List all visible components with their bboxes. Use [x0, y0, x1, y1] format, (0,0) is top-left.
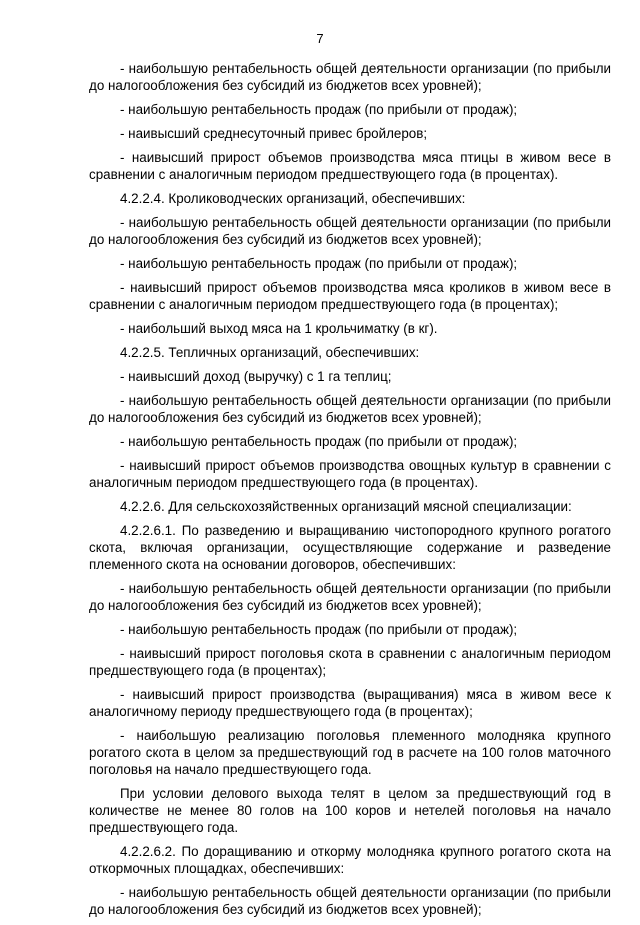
paragraph-bullet-rabbit-yield: - наибольший выход мяса на 1 крольчиматку (в кг). — [120, 321, 438, 336]
paragraph-bullet-profitability: - наибольшую рентабельность общей деятельности организации (по прибыли до налогообложения без субсидий из бюджетов всех уровней); — [89, 215, 611, 247]
section-heading-4-2-2-6-2: 4.2.2.6.2. По доращиванию и откорму молодняка крупного рогатого скота на откормочных площадках, обеспечивших: — [89, 844, 611, 876]
paragraph-bullet-vegetable-growth: - наивысший прирост объемов производства овощных культур в сравнении с аналогичным периодом предшествующего года (в процентах). — [89, 458, 611, 490]
paragraph-bullet-profitability: - наибольшую рентабельность общей деятельности организации (по прибыли до налогообложения без субсидий из бюджетов всех уровней); — [89, 581, 611, 613]
paragraph-bullet-meat-production-growth: - наивысший прирост производства (выращивания) мяса в живом весе к аналогичному периоду предшествующего года (в процентах); — [89, 687, 611, 719]
paragraph-bullet-sales-profitability: - наибольшую рентабельность продаж (по прибыли от продаж); — [120, 256, 518, 271]
page-number: 7 — [316, 31, 324, 46]
paragraph-bullet-livestock-growth: - наивысший прирост поголовья скота в сравнении с аналогичным периодом предшествующего года (в процентах); — [89, 646, 611, 678]
paragraph-bullet-profitability: - наибольшую рентабельность общей деятельности организации (по прибыли до налогообложения без субсидий из бюджетов всех уровней); — [89, 61, 611, 93]
paragraph-bullet-greenhouse-income: - наивысший доход (выручку) с 1 га теплиц; — [120, 369, 392, 384]
paragraph-bullet-rabbit-growth: - наивысший прирост объемов производства мяса кроликов в живом весе в сравнении с аналогичным периодом предшествующего года (в процентах); — [89, 280, 611, 312]
section-heading-4-2-2-4: 4.2.2.4. Кролиководческих организаций, обеспечивших: — [120, 191, 466, 206]
paragraph-bullet-broiler-gain: - наивысший среднесуточный привес бройлеров; — [120, 126, 428, 141]
section-heading-4-2-2-6: 4.2.2.6. Для сельскохозяйственных организаций мясной специализации: — [120, 499, 572, 514]
paragraph-bullet-poultry-growth: - наивысший прирост объемов производства мяса птицы в живом весе в сравнении с аналогичным периодом предшествующего года (в процентах). — [89, 150, 611, 182]
paragraph-bullet-profitability: - наибольшую рентабельность общей деятельности организации (по прибыли до налогообложения без субсидий из бюджетов всех уровней); — [89, 393, 611, 425]
paragraph-bullet-sales-profitability: - наибольшую рентабельность продаж (по прибыли от продаж); — [120, 102, 518, 117]
paragraph-bullet-sales-profitability: - наибольшую рентабельность продаж (по прибыли от продаж); — [120, 434, 518, 449]
paragraph-bullet-profitability: - наибольшую рентабельность общей деятельности организации (по прибыли до налогообложения без субсидий из бюджетов всех уровней); — [89, 885, 611, 917]
document-body — [89, 60, 611, 925]
paragraph-bullet-sales-profitability: - наибольшую рентабельность продаж (по прибыли от продаж); — [120, 622, 518, 637]
paragraph-bullet-breeding-sales: - наибольшую реализацию поголовья племенного молодняка крупного рогатого скота в целом за предшествующий год в расчете на 100 голов маточного поголовья на начало предшествующего года. — [89, 728, 611, 777]
section-heading-4-2-2-6-1: 4.2.2.6.1. По разведению и выращиванию чистопородного крупного рогатого скота, включая организации, осуществляющие содержание и разведение племенного скота на основании договоров, обеспечивших: — [89, 523, 611, 572]
section-heading-4-2-2-5: 4.2.2.5. Тепличных организаций, обеспечивших: — [120, 345, 420, 360]
paragraph-condition-calves: При условии делового выхода телят в целом за предшествующий год в количестве не менее 80 голов на 100 коров и нетелей поголовья на начало предшествующего года. — [89, 786, 611, 835]
